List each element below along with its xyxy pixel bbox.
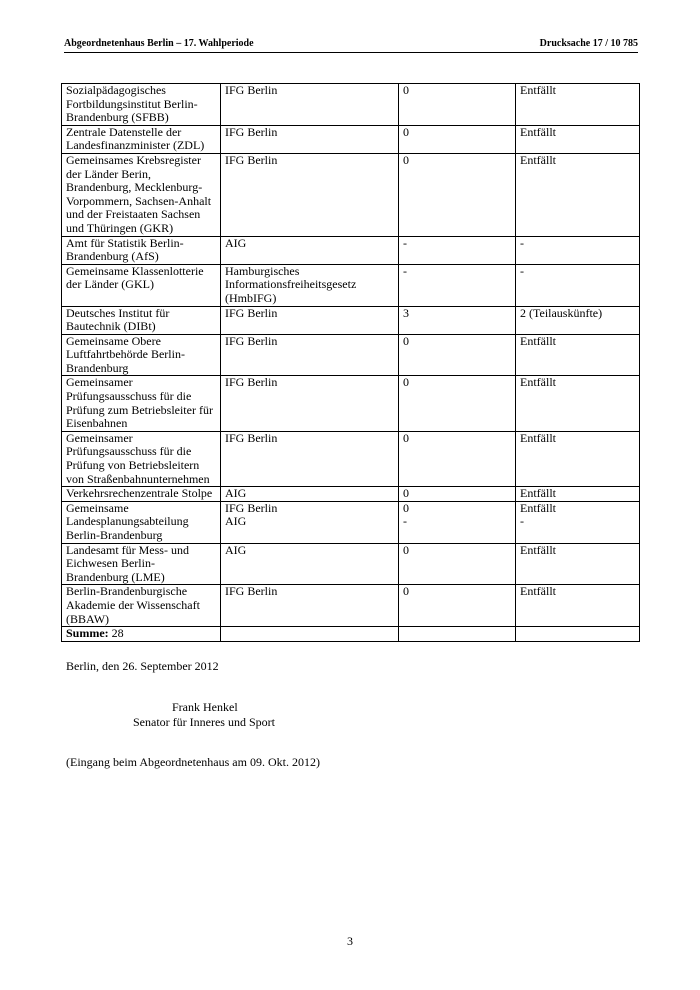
request-count-cell <box>399 431 516 486</box>
result-cell <box>516 334 640 376</box>
request-count: 0 <box>403 152 409 167</box>
table-row <box>62 585 640 627</box>
request-count-cell <box>399 153 516 236</box>
authority-name: Sozialpädagogisches Fortbildungsinstitut Berlin-Brandenburg (SFBB) <box>66 83 198 125</box>
result: Entfällt <box>520 124 556 139</box>
authority-name-cell <box>62 543 221 585</box>
authority-name: Gemeinsame Obere Luftfahrtbehörde Berlin-Brandenburg <box>66 333 185 375</box>
request-count: - <box>403 235 407 250</box>
result-cell <box>516 376 640 431</box>
request-count: 3 <box>403 305 409 320</box>
authority-name-cell <box>62 125 221 153</box>
header-right: Drucksache 17 / 10 785 <box>539 38 638 49</box>
authority-name: Gemeinsamer Prüfungsausschuss für die Prüfung zum Betriebsleiter für Eisenbahnen <box>66 375 213 431</box>
sum-empty-cell <box>221 627 399 642</box>
authority-name-cell <box>62 264 221 306</box>
result-cell <box>516 585 640 627</box>
sum-empty-cell <box>516 627 640 642</box>
table-row <box>62 376 640 431</box>
result-cell <box>516 125 640 153</box>
legal-basis-cell <box>221 501 399 543</box>
place-date: Berlin, den 26. September 2012 <box>66 659 219 673</box>
authority-name: Landesamt für Mess- und Eichwesen Berlin-Brandenburg (LME) <box>66 542 189 584</box>
authority-name: Amt für Statistik Berlin-Brandenburg (AfS) <box>66 235 184 264</box>
page-number: 3 <box>347 934 353 948</box>
result: Entfällt <box>520 500 556 515</box>
legal-basis-cell <box>221 431 399 486</box>
legal-basis-cell <box>221 487 399 502</box>
request-count-cell <box>399 487 516 502</box>
authority-name-cell <box>62 306 221 334</box>
legal-basis: AIG <box>225 235 247 250</box>
legal-basis-cell <box>221 125 399 153</box>
legal-basis-cell <box>221 543 399 585</box>
sum-label: Summe: <box>66 626 109 641</box>
legal-basis: IFG Berlin <box>225 584 278 599</box>
sum-empty-cell <box>399 627 516 642</box>
request-count: - <box>403 514 407 529</box>
authority-name-cell <box>62 153 221 236</box>
authority-name-cell <box>62 501 221 543</box>
request-count: 0 <box>403 124 409 139</box>
request-count: 0 <box>403 584 409 599</box>
request-count-cell <box>399 125 516 153</box>
table-row <box>62 543 640 585</box>
legal-basis: AIG <box>225 486 247 501</box>
request-count-cell <box>399 376 516 431</box>
authority-name: Berlin-Brandenburgische Akademie der Wissenschaft (BBAW) <box>66 584 200 626</box>
authority-name-cell <box>62 84 221 126</box>
result: - <box>520 235 524 250</box>
result: Entfällt <box>520 152 556 167</box>
request-count-cell <box>399 306 516 334</box>
legal-basis: IFG Berlin <box>225 333 278 348</box>
legal-basis: Hamburgisches Informationsfreiheitsgesetz (HmbIFG) <box>225 263 357 305</box>
result: Entfällt <box>520 584 556 599</box>
authority-name-cell <box>62 334 221 376</box>
header-left: Abgeordnetenhaus Berlin – 17. Wahlperiode <box>64 38 254 49</box>
legal-basis: IFG Berlin <box>225 152 278 167</box>
authority-name-cell <box>62 236 221 264</box>
request-count: 0 <box>403 375 409 390</box>
request-count-cell <box>399 501 516 543</box>
authority-name-cell <box>62 487 221 502</box>
request-count: 0 <box>403 500 409 515</box>
authority-name: Gemeinsame Landesplanungsabteilung Berlin-Brandenburg <box>66 500 189 542</box>
result: Entfällt <box>520 375 556 390</box>
legal-basis-cell <box>221 84 399 126</box>
legal-basis: AIG <box>225 542 247 557</box>
table-row <box>62 153 640 236</box>
result-cell <box>516 487 640 502</box>
signer-name: Frank Henkel <box>172 700 238 714</box>
result-cell <box>516 84 640 126</box>
result: Entfällt <box>520 430 556 445</box>
legal-basis-cell <box>221 334 399 376</box>
result: 2 (Teilauskünfte) <box>520 305 603 320</box>
request-count-cell <box>399 84 516 126</box>
authority-name: Gemeinsamer Prüfungsausschuss für die Prüfung von Betriebsleitern von Straßenbahnunternehmen <box>66 430 210 486</box>
legal-basis: IFG Berlin <box>225 375 278 390</box>
request-count-cell <box>399 264 516 306</box>
request-count: 0 <box>403 333 409 348</box>
authority-name: Gemeinsames Krebsregister der Länder Berin, Brandenburg, Mecklenburg-Vorpommern, Sachsen-Anhalt und der Freistaaten Sachsen und Thüringen (GKR) <box>66 152 212 235</box>
sum-row <box>62 627 640 642</box>
request-count: 0 <box>403 430 409 445</box>
sum-cell <box>62 627 221 642</box>
request-count: 0 <box>403 486 409 501</box>
result-cell <box>516 543 640 585</box>
request-count-cell <box>399 543 516 585</box>
request-count-cell <box>399 236 516 264</box>
table-row <box>62 236 640 264</box>
authority-name-cell <box>62 585 221 627</box>
authority-name: Gemeinsame Klassenlotterie der Länder (GKL) <box>66 263 204 292</box>
authority-name: Zentrale Datenstelle der Landesfinanzminister (ZDL) <box>66 124 205 153</box>
authority-name: Verkehrsrechenzentrale Stolpe <box>66 486 213 501</box>
authority-name-cell <box>62 431 221 486</box>
result-cell <box>516 153 640 236</box>
received-note: (Eingang beim Abgeordnetenhaus am 09. Okt. 2012) <box>66 755 320 769</box>
legal-basis: IFG Berlin <box>225 83 278 97</box>
table-row <box>62 84 640 126</box>
table-row <box>62 125 640 153</box>
table-row <box>62 487 640 502</box>
table-row <box>62 264 640 306</box>
legal-basis: IFG Berlin <box>225 305 278 320</box>
legal-basis-cell <box>221 306 399 334</box>
result: Entfällt <box>520 83 556 97</box>
request-count: 0 <box>403 542 409 557</box>
result-cell <box>516 264 640 306</box>
page-header <box>64 38 638 53</box>
request-count: 0 <box>403 83 409 97</box>
authorities-table <box>61 83 640 642</box>
result: Entfällt <box>520 333 556 348</box>
legal-basis: IFG Berlin <box>225 500 278 515</box>
request-count-cell <box>399 334 516 376</box>
legal-basis: IFG Berlin <box>225 124 278 139</box>
result: Entfällt <box>520 486 556 501</box>
legal-basis-cell <box>221 236 399 264</box>
legal-basis: IFG Berlin <box>225 430 278 445</box>
sum-value: 28 <box>108 626 124 641</box>
legal-basis-cell <box>221 376 399 431</box>
result: - <box>520 263 524 278</box>
result-cell <box>516 431 640 486</box>
signer-title: Senator für Inneres und Sport <box>133 715 275 729</box>
authority-name-cell <box>62 376 221 431</box>
table-row <box>62 334 640 376</box>
table-row <box>62 501 640 543</box>
result: - <box>520 514 524 529</box>
authority-name: Deutsches Institut für Bautechnik (DIBt) <box>66 305 170 334</box>
legal-basis: AIG <box>225 514 247 529</box>
result: Entfällt <box>520 542 556 557</box>
request-count: - <box>403 263 407 278</box>
result-cell <box>516 501 640 543</box>
legal-basis-cell <box>221 585 399 627</box>
legal-basis-cell <box>221 264 399 306</box>
result-cell <box>516 306 640 334</box>
table-row <box>62 306 640 334</box>
table-row <box>62 431 640 486</box>
legal-basis-cell <box>221 153 399 236</box>
request-count-cell <box>399 585 516 627</box>
result-cell <box>516 236 640 264</box>
